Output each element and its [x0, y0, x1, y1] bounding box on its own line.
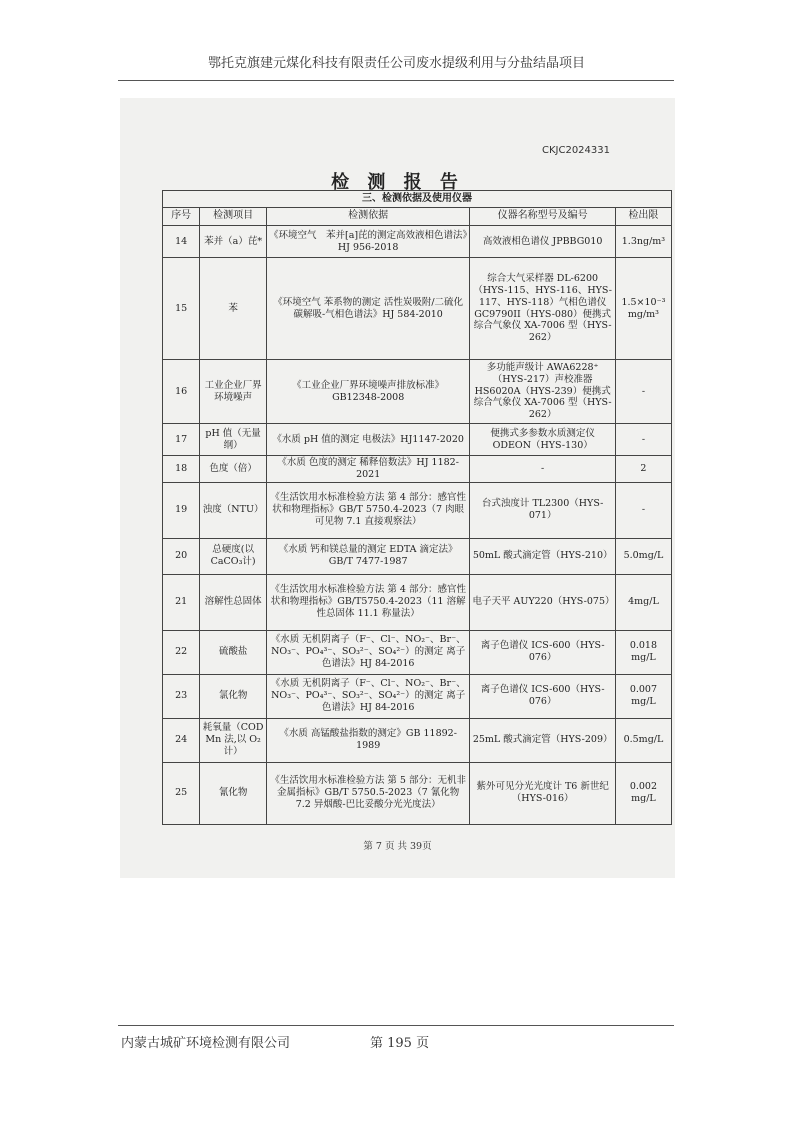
instrument: 电子天平 AUY220（HYS-075） [470, 574, 615, 630]
detection-limit: 1.3ng/m³ [615, 226, 671, 258]
row-number: 25 [163, 762, 200, 824]
test-basis: 《生活饮用水标准检验方法 第 4 部分：感官性状和物理指标》GB/T5750.4-2023（11 溶解性总固体 11.1 称量法） [266, 574, 470, 630]
test-item: 硫酸盐 [200, 630, 266, 674]
detection-limit: 0.007 mg/L [615, 674, 671, 718]
detection-limit: 4mg/L [615, 574, 671, 630]
table-row [163, 718, 672, 762]
instrument: 离子色谱仪 ICS-600（HYS-076） [470, 674, 615, 718]
row-number: 15 [163, 258, 200, 360]
detection-limit: 0.5mg/L [615, 718, 671, 762]
row-number: 14 [163, 226, 200, 258]
detection-limit: 0.002 mg/L [615, 762, 671, 824]
footer-page-number: 第 195 页 [370, 1036, 430, 1051]
table-row [163, 674, 672, 718]
test-basis: 《环境空气 苯系物的测定 活性炭吸附/二硫化碳解吸-气相色谱法》HJ 584-2010 [266, 258, 470, 360]
section-title: 三、检测依据及使用仪器 [163, 191, 672, 208]
row-number: 19 [163, 482, 200, 538]
table-row [163, 456, 672, 483]
test-basis: 《水质 pH 值的测定 电极法》HJ1147-2020 [266, 424, 470, 456]
instrument: 台式浊度计 TL2300（HYS-071） [470, 482, 615, 538]
test-basis: 《水质 无机阴离子（F⁻、Cl⁻、NO₂⁻、Br⁻、NO₃⁻、PO₄³⁻、SO₃²⁻、SO₄²⁻）的测定 离子色谱法》HJ 84-2016 [266, 674, 470, 718]
row-number: 20 [163, 538, 200, 574]
table-row [163, 360, 672, 424]
column-header: 检出限 [615, 208, 671, 226]
test-item: 氰化物 [200, 762, 266, 824]
test-basis: 《生活饮用水标准检验方法 第 5 部分：无机非金属指标》GB/T 5750.5-2023（7 氰化物 7.2 异烟酸-巴比妥酸分光光度法） [266, 762, 470, 824]
row-number: 22 [163, 630, 200, 674]
instrument: 高效液相色谱仪 JPBBG010 [470, 226, 615, 258]
instrument: 便携式多参数水质测定仪 ODEON（HYS-130） [470, 424, 615, 456]
test-basis: 《生活饮用水标准检验方法 第 4 部分：感官性状和物理指标》GB/T 5750.4-2023（7 肉眼可见物 7.1 直接观察法） [266, 482, 470, 538]
table-header-row [163, 208, 672, 226]
table-row [163, 424, 672, 456]
detection-basis-table [162, 190, 672, 825]
instrument: 紫外可见分光光度计 T6 新世纪（HYS-016） [470, 762, 615, 824]
instrument: 离子色谱仪 ICS-600（HYS-076） [470, 630, 615, 674]
test-basis: 《工业企业厂界环境噪声排放标准》GB12348-2008 [266, 360, 470, 424]
test-item: 耗氧量（COD Mn 法,以 O₂计） [200, 718, 266, 762]
row-number: 16 [163, 360, 200, 424]
test-item: 浊度（NTU） [200, 482, 266, 538]
test-item: 色度（倍） [200, 456, 266, 483]
table-row [163, 226, 672, 258]
row-number: 23 [163, 674, 200, 718]
report-code: CKJC2024331 [541, 145, 610, 156]
page-header: 鄂托克旗建元煤化科技有限责任公司废水提级利用与分盐结晶项目 [207, 56, 585, 71]
test-item: 苯 [200, 258, 266, 360]
report-title: 检 测 报 告 [331, 172, 464, 193]
instrument: 50mL 酸式滴定管（HYS-210） [470, 538, 615, 574]
row-number: 21 [163, 574, 200, 630]
table-row [163, 762, 672, 824]
column-header: 序号 [163, 208, 200, 226]
row-number: 17 [163, 424, 200, 456]
detection-limit: 0.018 mg/L [615, 630, 671, 674]
row-number: 24 [163, 718, 200, 762]
test-basis: 《水质 色度的测定 稀释倍数法》HJ 1182-2021 [266, 456, 470, 483]
test-basis: 《水质 钙和镁总量的测定 EDTA 滴定法》GB/T 7477-1987 [266, 538, 470, 574]
detection-limit: 1.5×10⁻³ mg/m³ [615, 258, 671, 360]
footer-divider [118, 1025, 674, 1026]
detection-limit: - [615, 482, 671, 538]
footer-company: 内蒙古城矿环境检测有限公司 [121, 1036, 291, 1051]
table-row [163, 630, 672, 674]
test-item: 工业企业厂界环境噪声 [200, 360, 266, 424]
scanned-report-page [120, 98, 675, 878]
header-divider [118, 80, 674, 81]
instrument: 多功能声级计 AWA6228⁺（HYS-217）声校准器 HS6020A（HYS-239）便携式综合气象仪 XA-7006 型（HYS-262） [470, 360, 615, 424]
table-row [163, 538, 672, 574]
test-basis: 《水质 高锰酸盐指数的测定》GB 11892-1989 [266, 718, 470, 762]
test-basis: 《水质 无机阴离子（F⁻、Cl⁻、NO₂⁻、Br⁻、NO₃⁻、PO₄³⁻、SO₃²⁻、SO₄²⁻）的测定 离子色谱法》HJ 84-2016 [266, 630, 470, 674]
column-header: 检测依据 [266, 208, 470, 226]
test-item: 苯并（a）芘* [200, 226, 266, 258]
column-header: 检测项目 [200, 208, 266, 226]
detection-limit: - [615, 424, 671, 456]
table-row [163, 482, 672, 538]
instrument: 综合大气采样器 DL-6200（HYS-115、HYS-116、HYS-117、HYS-118）气相色谱仪 GC9790II（HYS-080）便携式综合气象仪 XA-7006 型（HYS-262） [470, 258, 615, 360]
table-row [163, 574, 672, 630]
column-header: 仪器名称型号及编号 [470, 208, 615, 226]
report-page-number: 第 7 页 共 39页 [363, 841, 432, 852]
test-item: 氯化物 [200, 674, 266, 718]
detection-limit: 5.0mg/L [615, 538, 671, 574]
instrument: 25mL 酸式滴定管（HYS-209） [470, 718, 615, 762]
test-item: 溶解性总固体 [200, 574, 266, 630]
detection-limit: - [615, 360, 671, 424]
test-item: pH 值（无量纲） [200, 424, 266, 456]
row-number: 18 [163, 456, 200, 483]
test-item: 总硬度(以 CaCO₃计) [200, 538, 266, 574]
instrument: - [470, 456, 615, 483]
detection-limit: 2 [615, 456, 671, 483]
table-row [163, 258, 672, 360]
test-basis: 《环境空气 苯并[a]芘的测定高效液相色谱法》HJ 956-2018 [266, 226, 470, 258]
